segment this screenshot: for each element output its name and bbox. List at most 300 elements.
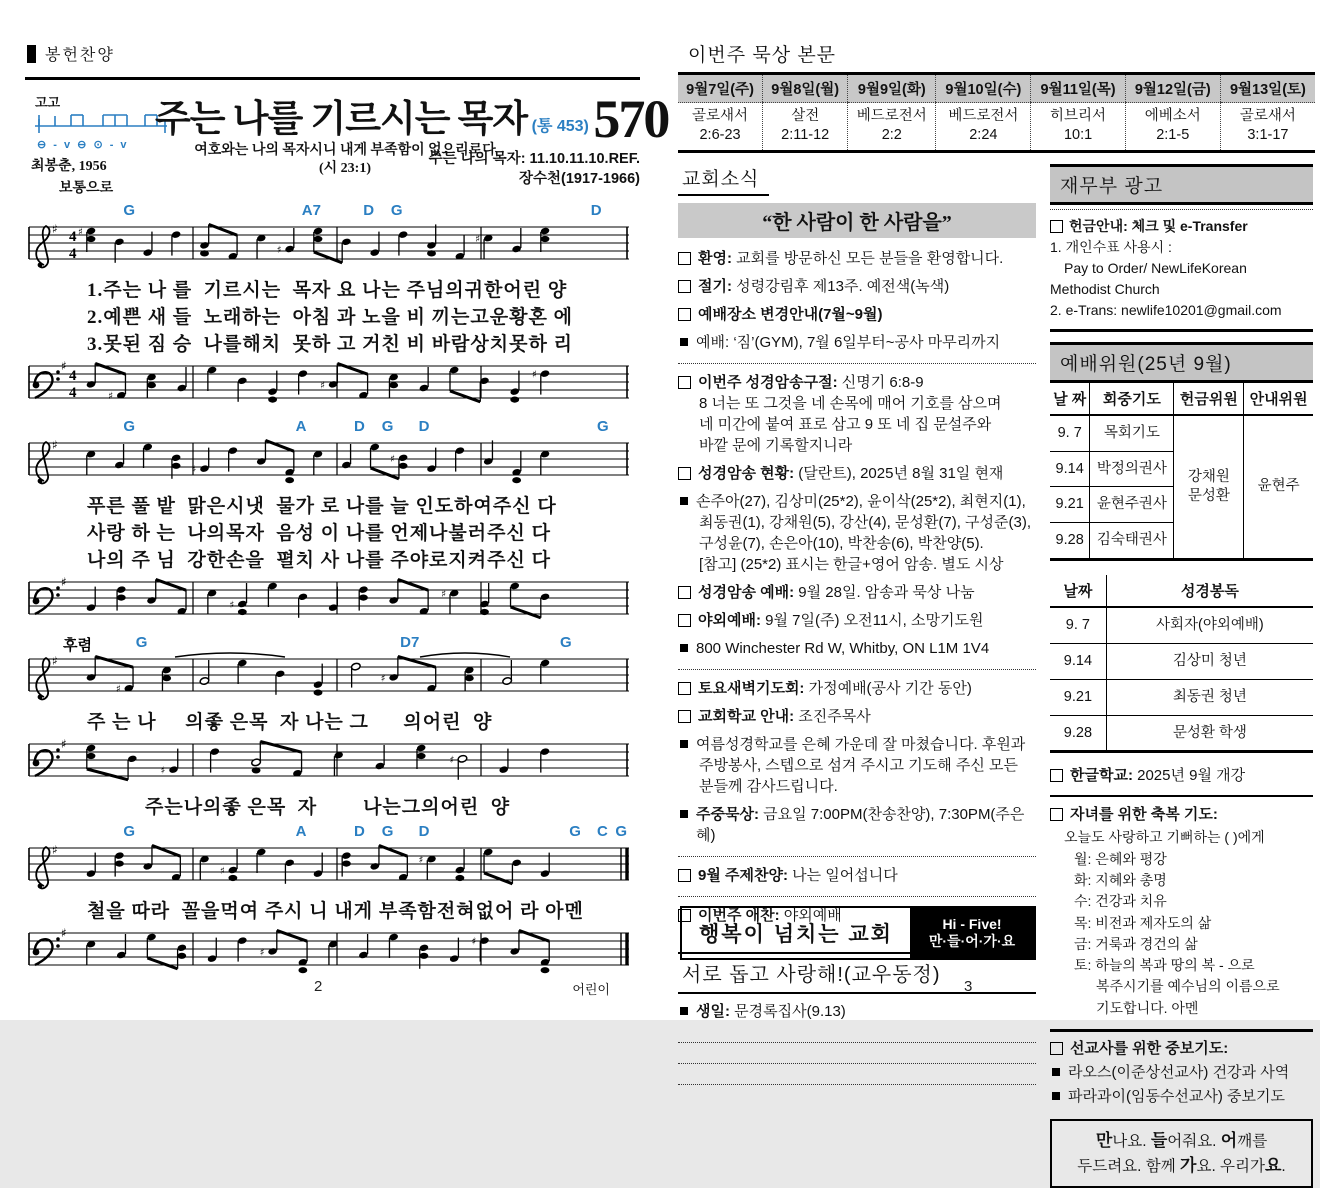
svg-text:♯: ♯ [61,737,67,751]
chord-label: A [295,418,307,435]
slogan-text: . [1281,1158,1286,1176]
checkbox-icon [678,682,691,695]
item-label: 한글학교: [1070,767,1138,785]
bass-staff [25,736,633,794]
column-header: 성경봉독 [1106,575,1313,607]
offering-name: 강채원 [1187,469,1230,486]
scripture-reading-table [1050,575,1313,753]
mission-prayer [1050,1032,1313,1111]
date-cell: 9.14 [1050,451,1090,487]
svg-text:♯: ♯ [52,438,58,452]
lyric-line: 나의 주 님 강한손을 펼치 사 나를 주야로지켜주신 다 [87,550,551,571]
treble-staff [25,435,633,493]
svg-text:♯: ♯ [52,222,58,236]
prayer-line: 오늘도 사랑하고 기뻐하는 ( )에게 [1064,829,1265,846]
item-value: 나는 일어섭니다 [792,866,898,884]
table-row [1050,415,1313,451]
item-continuation: 분들께 감사드립니다. [699,777,838,795]
divider [678,669,1036,670]
checkbox-icon [678,280,691,293]
fellowship-items [678,1001,1036,1085]
svg-text:♯: ♯ [418,855,424,867]
checkbox-icon [678,869,691,882]
item-value: 2025년 9월 개강 [1137,767,1246,785]
date-cell: 9.28 [1050,523,1090,560]
item-continuation: 주방봉사, 스텝으로 섬겨 주시고 기도해 주신 모든 [699,756,1018,774]
happy-church-banner: 행복이 넘치는 교회 [699,923,893,946]
divider [678,1063,1036,1064]
item-text [698,248,1003,269]
item-value: (달란트), 2025년 8월 31일 현재 [798,464,1004,482]
slogan-text: 들 [1150,1130,1168,1150]
finance-lines [1050,216,1313,332]
usher-cell: 윤현주 [1244,415,1313,560]
lyric-line: 철을 따라 꼴을먹여 주시 니 내게 부족함전혀없어 라 아멘 [87,901,584,922]
bullet-icon [680,740,688,748]
hymn-composer: 장수천(1917-1966) [518,170,640,187]
hymn-meta [429,150,640,189]
news-column [678,164,1036,1188]
checkbox-icon [678,710,691,723]
date-cell: 9.28 [1050,715,1106,752]
bullet-icon [680,338,688,346]
svg-text:♯: ♯ [52,843,58,857]
list-item [1050,1038,1313,1059]
item-label: 교회학교 안내: [698,707,799,725]
chord-label: D [418,823,430,840]
bullet-icon [680,810,688,818]
item-text [1070,804,1218,825]
bullet-icon [680,497,688,505]
chord-label: G [596,418,609,435]
chord-label: G [569,823,581,840]
item-label: 야외예배: [698,611,766,629]
lyric-line: 2.예쁜 새 들 노래하는 아침 과 노을 비 끼는고운황혼 에 [87,307,573,328]
checkbox-icon [678,467,691,480]
day-cell [1031,103,1125,152]
reader-cell: 김상미 청년 [1106,643,1313,679]
svg-text:♯: ♯ [320,380,325,392]
day-header: 9월7일(주) [678,75,763,103]
svg-text:♯: ♯ [229,600,235,611]
sheet-music [25,202,640,983]
announcement-column [1050,164,1313,1188]
percussion-rhythm-icon [31,111,171,137]
chord-label: D [354,418,365,435]
item-value: 성령강림후 제13주. 예전색(녹색) [736,277,950,295]
svg-text:♯: ♯ [52,654,58,668]
day-header: 9월13일(토) [1220,75,1315,103]
book: 골로새서 [692,108,749,124]
verse: 2:11-12 [781,126,830,143]
chord-label: G [123,418,136,435]
bullet-icon [1052,1092,1060,1100]
item-continuation: 바깥 문에 기록할지니라 [699,436,853,454]
divider [678,1042,1036,1043]
verse: 2:24 [969,126,998,143]
item-value: 교회를 방문하신 모든 분들을 환영합니다. [736,249,1004,267]
day-cell [1125,103,1220,152]
offering-cell [1174,415,1244,560]
rhythm-name: 고고 [35,95,61,110]
finance-text: Methodist Church [1050,280,1160,297]
list-item [678,804,1036,846]
column-header: 안내위원 [1244,383,1313,415]
svg-text:♯: ♯ [78,227,83,238]
hi-five-banner [910,908,1034,958]
slogan-text: 나요. [1112,1132,1151,1150]
svg-text:♯: ♯ [441,589,447,601]
list-item [678,276,1036,297]
chord-row [25,634,640,654]
book: 골로새서 [1239,108,1296,124]
bass-lyric-line: 주는나의좋 은목 자 나는그의어린 양 [145,797,511,818]
verse: 2:6-23 [699,126,741,143]
slogan-line [1054,1153,1309,1179]
page-right [678,40,1315,1188]
item-text [698,304,883,325]
item-continuation: 네 미간에 붙여 표로 삼고 9 또 네 집 문설주와 [699,415,992,433]
book: 히브리서 [1050,108,1107,124]
item-label: 9월 주제찬양: [698,866,793,884]
list-item [678,463,1036,484]
list-item [678,372,1036,393]
item-value: 800 Winchester Rd W, Whitby, ON L1M 1V4 [696,639,990,657]
lyric-line: 사랑 하 는 나의목자 음성 이 나를 언제나불러주신 다 [87,523,551,544]
table-row [1050,679,1313,715]
item-value: 여름성경학교를 은혜 가운데 잘 마쳤습니다. 후원과 [696,735,1026,753]
book: 에베소서 [1144,108,1201,124]
svg-text:♯: ♯ [219,866,225,877]
item-value: 금요일 7:00PM(찬송찬양), 7:30PM(주은혜) [696,805,1025,844]
lyric-line: 주 는 나 의좋 은목 자 나는 그 의어린 양 [87,712,493,733]
prayer-cell: 박정의권사 [1090,451,1174,487]
rhythm-symbols: ⊖ - v ⊖ ⊙ - v [37,139,129,151]
chord-row [25,823,640,840]
prayer-line: 복주시기를 예수님의 이름으로 [1096,978,1280,995]
item-text [698,463,1003,484]
svg-text:♯: ♯ [380,673,386,685]
table-header-row [1050,383,1313,415]
hymn-lyricist: 최봉춘, 1956 [31,159,107,174]
item-value: 신명기 6:8-9 [841,373,924,391]
finance-line [1050,237,1313,258]
svg-text:♯: ♯ [532,369,537,381]
item-label: 성경암송 예배: [698,583,799,601]
blessing-prayer [1050,797,1313,1031]
list-item [1050,765,1313,786]
slogan-box [1050,1119,1313,1188]
divider [1050,209,1313,210]
column-header: 회중기도 [1090,383,1174,415]
item-text [1070,765,1245,786]
verse: 2:1-5 [1156,126,1190,143]
list-item [678,610,1036,631]
item-continuation: 최동권(1), 강채원(5), 강산(4), 문성환(7), 구성준(3), [699,513,1032,531]
item-label: 선교사를 위한 중보기도: [1070,1039,1229,1057]
hymn-title: 주는 나를 기르시는 목자 [155,99,528,140]
item-label: 생일: [696,1002,735,1020]
svg-text:4: 4 [69,246,77,262]
hifive-line: 만·들·어·가·요 [928,933,1016,949]
chord-label: G [381,823,394,840]
chord-label: G [560,634,572,651]
hymn-title-row [155,88,669,150]
header-bar-icon [27,45,36,63]
chord-label: A [295,823,307,840]
news-banner: “한 사람이 한 사람을” [678,203,1036,238]
hymn-heading [25,80,669,198]
table-header-row [678,75,1315,103]
chord-label: D [418,418,430,435]
meditation-title: 이번주 묵상 본문 [678,40,1315,75]
prayer-line: 수: 건강과 치유 [1074,893,1167,910]
date-cell: 9.21 [1050,679,1106,715]
day-cell [848,103,936,152]
column-header: 헌금위원 [1174,383,1244,415]
slogan-line [1054,1128,1309,1154]
item-text [698,865,898,886]
day-cell [763,103,848,152]
bass-staff [25,925,633,983]
treble-staff [25,840,633,898]
item-label: 자녀를 위한 축복 기도: [1070,806,1218,824]
music-system [25,202,640,416]
bass-staff [25,358,633,416]
finance-text: Pay to Order/ NewLifeKorean [1064,259,1247,276]
list-item [678,491,1036,512]
chord-label: G [123,202,136,219]
item-value: 9월 7일(주) 오전11시, 소망기도원 [765,611,984,629]
prayer-line: 기도합니다. 아멘 [1096,999,1199,1016]
day-cell [936,103,1031,152]
svg-text:♯: ♯ [471,936,477,948]
date-cell: 9. 7 [1050,607,1106,643]
table-row [1050,715,1313,752]
item-value: 손주아(27), 김상미(25*2), 윤이삭(25*2), 최현지(1), [696,492,1026,510]
bullet-icon [1052,1068,1060,1076]
date-cell: 9.14 [1050,643,1106,679]
item-text [696,638,989,659]
date-cell: 9.21 [1050,487,1090,523]
divider [678,363,1036,364]
checkbox-icon [1050,1042,1063,1055]
checkbox-icon [678,586,691,599]
item-label: 주중묵상: [696,805,764,823]
item-label: 이번주 성경암송구절: [698,373,842,391]
treble-staff [25,219,633,277]
checkbox-icon [678,252,691,265]
hifive-line: Hi - Five! [942,915,1002,932]
chord-label: A7 [301,202,321,219]
column-header: 날 짜 [1050,383,1090,415]
chord-row [25,418,640,435]
item-label: 성경암송 현황: [698,464,799,482]
finance-text: 헌금안내: 체크 및 e-Transfer [1069,217,1248,234]
day-cell [1220,103,1315,152]
list-item [678,706,1036,727]
hymn-subtitle-text: 여호와는 나의 목자시니 내게 부족함이 없으리로다 [194,143,496,158]
slogan-text: 가 [1180,1156,1197,1176]
music-system [25,823,640,983]
page-left [25,40,669,998]
item-text [698,678,972,699]
worship-committee-table [1050,383,1313,561]
offering-name: 문성환 [1187,487,1230,504]
chord-label: G [381,418,394,435]
lyric-line: 3.못된 짐 승 나를해치 못하 고 거친 비 바람상치못하 리 [87,334,573,355]
item-text [696,804,1036,846]
prayer-line: 토: 하늘의 복과 땅의 복 - 으로 [1074,957,1255,974]
checkbox-icon [678,614,691,627]
list-item [678,304,1036,325]
day-header: 9월11일(목) [1031,75,1125,103]
hymn-meter: 주는 나의 목자: 11.10.11.10.REF. [428,151,640,167]
lyric-line: 1.주는 나 를 기르시는 목자 요 나는 주님의귀한어린 양 [87,280,568,301]
table-row [678,103,1315,152]
news-items [678,248,1036,926]
news-title: 교회소식 [678,164,769,196]
finance-line [1050,216,1313,237]
item-value: 라오스(이준상선교사) 건강과 사역 [1068,1063,1290,1081]
chord-row [25,202,640,219]
item-text [696,491,1026,512]
chord-label: D [590,202,602,219]
divider [678,1084,1036,1085]
slogan-text: 두드려요. 함께 [1077,1158,1181,1176]
svg-text:♯: ♯ [276,245,282,256]
table-row [1050,643,1313,679]
bullet-icon [680,1007,688,1015]
svg-text:♯: ♯ [115,684,121,696]
list-item [678,678,1036,699]
bass-staff [25,574,633,632]
finance-line [1050,258,1313,279]
svg-text:♯: ♯ [108,391,114,403]
chord-label: G [123,823,136,840]
verse: 3:1-17 [1247,126,1289,143]
day-header: 9월12일(금) [1125,75,1220,103]
item-label: 환영: [698,249,737,267]
music-system [25,418,640,632]
item-value: 파라과이(임동수선교사) 중보기도 [1068,1087,1286,1105]
finance-text: 1. 개인수표 사용시 : [1050,238,1172,255]
day-header: 9월10일(수) [936,75,1031,103]
book: 베드로전서 [856,108,927,124]
svg-text:♯: ♯ [61,359,67,373]
item-value: 예배: ‘짐’(GYM), 7월 6일부터~공사 마무리까지 [696,333,1001,351]
list-item [678,248,1036,269]
list-item [678,582,1036,603]
prayer-line: 목: 비전과 제자도의 삶 [1074,914,1212,931]
hymn-tong-ref: (통 453) [531,118,589,135]
item-text [696,734,1025,755]
reader-cell: 최동권 청년 [1106,679,1313,715]
item-value: 문경록집사(9.13) [734,1002,846,1020]
item-label: 예배장소 변경안내(7월~9월) [698,305,883,323]
hymn-tempo: 보통으로 [59,181,114,196]
item-text [698,582,975,603]
column-header: 날짜 [1050,575,1106,607]
refrain-label: 후렴 [63,638,92,654]
list-item [678,332,1036,353]
item-label: 이번주 애찬: [698,906,784,924]
page-number-right: 3 [964,978,973,995]
chord-label: G [135,634,148,651]
chord-label: D [363,202,375,219]
meditation-table [678,75,1315,153]
svg-text:♯: ♯ [475,234,481,246]
slogan-text: 요 [1264,1156,1282,1176]
item-text [698,610,983,631]
table-row [1050,607,1313,643]
divider [678,896,1036,897]
list-item [678,1001,1036,1022]
checkbox-icon [1050,220,1063,233]
list-item [678,638,1036,659]
book: 살전 [791,108,820,124]
svg-text:♯: ♯ [449,754,455,766]
reader-cell: 사회자(야외예배) [1106,607,1313,643]
hymn-number: 570 [593,89,669,149]
slogan-text: 깨를 [1237,1132,1268,1150]
bottom-banner [680,906,1036,960]
item-continuation: 8 너는 또 그것을 네 손목에 매어 기호를 삼으며 [699,394,1002,412]
hymn-subtitle-ref: (시 23:1) [318,161,371,177]
item-label: 절기: [698,277,737,295]
checkbox-icon [1050,769,1063,782]
svg-text:♯: ♯ [191,464,197,476]
item-text [696,332,1000,353]
slogan-text: 어줘요. [1167,1132,1221,1150]
item-text [696,1001,846,1022]
slogan-text: 요. 우리가 [1196,1158,1265,1176]
finance-title: 재무부 광고 [1050,164,1313,205]
day-header: 9월9일(화) [848,75,936,103]
section-title: 봉헌찬양 [45,47,115,64]
finance-line [1050,279,1313,300]
svg-text:4: 4 [69,385,77,401]
svg-text:♯: ♯ [61,926,67,940]
list-item [1050,1062,1313,1083]
bullet-icon [680,644,688,652]
item-label: 토요새벽기도회: [698,679,809,697]
worship-committee-title: 예배위원(25년 9월) [1050,342,1313,383]
item-text [698,276,949,297]
svg-text:♯: ♯ [390,453,395,465]
fellowship-title: 서로 돕고 사랑해!(교우동정) [678,952,1036,994]
prayer-cell: 윤현주권사 [1090,487,1174,523]
svg-text:4: 4 [69,229,77,245]
item-value: 가정예배(공사 기간 동안) [808,679,972,697]
verse: 10:1 [1063,126,1093,143]
svg-text:♯: ♯ [160,765,166,777]
chord-label: C [596,823,608,840]
chord-label: G [390,202,403,219]
treble-staff [25,651,633,709]
list-item [678,734,1036,755]
item-continuation: [참고] (25*2) 표시는 한글+영어 암송. 별도 시상 [699,555,1004,573]
hymn-footnote: 어린이 [572,982,610,997]
columns [678,164,1315,1188]
music-system [25,634,640,821]
item-text [1070,1038,1228,1059]
svg-text:4: 4 [69,368,77,384]
finance-line [1050,300,1313,321]
prayer-line: 화: 지혜와 총명 [1074,871,1167,888]
svg-text:♯: ♯ [259,947,265,959]
list-item [1050,1086,1313,1107]
